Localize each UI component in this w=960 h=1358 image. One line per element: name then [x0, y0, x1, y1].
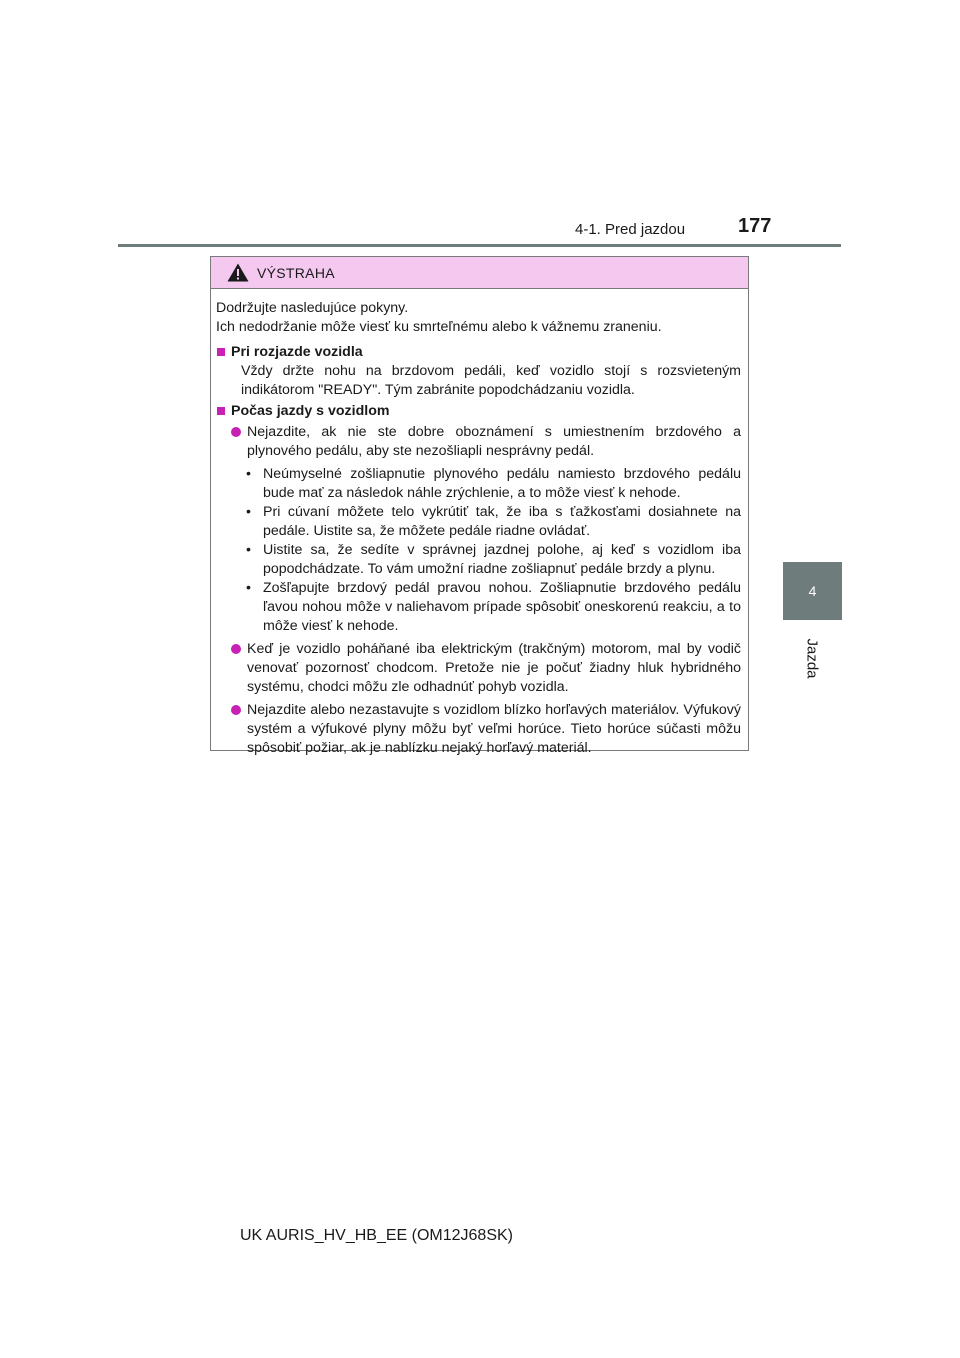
- list-item-text: Keď je vozidlo poháňané iba elektrickým (trakčným) motorom, mal by vodič venovať pozornosť chodcom. Pretože nie je počuť žiadny hluk hybridného systému, chodci môžu zle odhadnúť pohyb vozidla.: [247, 641, 741, 695]
- chapter-number: 4: [808, 583, 817, 599]
- warning-intro: [216, 299, 741, 337]
- header-divider: [118, 244, 841, 247]
- list-item-text: Nejazdite, ak nie ste dobre oboznámení s umiestnením brzdového a plynového pedálu, aby ste nezošliapli nesprávny pedál.: [247, 424, 741, 459]
- document-code: UK AURIS_HV_HB_EE (OM12J68SK): [240, 1227, 513, 1244]
- warning-header: [211, 257, 748, 289]
- square-bullet-icon: [217, 407, 225, 415]
- sub-list-item-text: Pri cúvaní môžete telo vykrútiť tak, že iba s ťažkosťami dosiahnete na pedále. Uistite sa, že môžete pedále riadne ovládať.: [263, 504, 741, 539]
- square-bullet-icon: [217, 348, 225, 356]
- warning-title: VÝSTRAHA: [257, 264, 335, 281]
- header-section-title: 4-1. Pred jazdou: [575, 221, 686, 238]
- section-heading-start: [216, 343, 741, 362]
- warning-body: [211, 289, 748, 758]
- section-heading-text: Počas jazdy s vozidlom: [231, 403, 390, 419]
- circle-bullet-icon: [231, 427, 241, 437]
- sub-list-item: [241, 503, 741, 541]
- dot-bullet-icon: •: [246, 542, 251, 558]
- sub-list-item: [241, 465, 741, 503]
- list-item: [216, 423, 741, 461]
- warning-box: [210, 256, 749, 756]
- warning-triangle-icon: [227, 263, 249, 282]
- sub-list-item-text: Zošľapujte brzdový pedál pravou nohou. Zošliapnutie brzdového pedálu ľavou nohou môže v naliehavom prípade spôsobiť oneskorenú reakciu, a to môže viesť k nehode.: [263, 580, 741, 634]
- sub-list-item: [241, 579, 741, 636]
- circle-bullet-icon: [231, 644, 241, 654]
- intro-line-2: Ich nedodržanie môže viesť ku smrteľnému alebo k vážnemu zraneniu.: [216, 319, 662, 335]
- page-number: 177: [738, 215, 772, 237]
- sub-list-item-text: Neúmyselné zošliapnutie plynového pedálu namiesto brzdového pedálu bude mať za následok náhle zrýchlenie, a to môže viesť k nehode.: [263, 466, 741, 501]
- sub-list-item-text: Uistite sa, že sedíte v správnej jazdnej polohe, aj keď s vozidlom iba popodchádzate. To vám umožní riadne zošliapnuť pedále brzdy a plynu.: [263, 542, 741, 577]
- chapter-label: Jazda: [803, 638, 821, 679]
- dot-bullet-icon: •: [246, 580, 251, 596]
- list-item: [216, 640, 741, 697]
- intro-line-1: Dodržujte nasledujúce pokyny.: [216, 300, 409, 316]
- sub-list-item: [241, 541, 741, 579]
- section-text: Vždy držte nohu na brzdovom pedáli, keď vozidlo stojí s rozsvieteným indikátorom "READY". Tým zabránite popodchádzaniu vozidla.: [241, 363, 741, 398]
- dot-bullet-icon: •: [246, 504, 251, 520]
- section-heading-driving: [216, 402, 741, 421]
- circle-bullet-icon: [231, 705, 241, 715]
- sub-list: [216, 465, 741, 636]
- chapter-tab: [783, 562, 842, 620]
- list-item: [216, 701, 741, 758]
- section-heading-text: Pri rozjazde vozidla: [231, 344, 363, 360]
- list-item-text: Nejazdite alebo nezastavujte s vozidlom blízko horľavých materiálov. Výfukový systém a výfukové plyny môžu byť veľmi horúce. Tieto horúce súčasti môžu spôsobiť požiar, ak je nablízku nejaký horľavý materiál.: [247, 702, 741, 756]
- dot-bullet-icon: •: [246, 466, 251, 482]
